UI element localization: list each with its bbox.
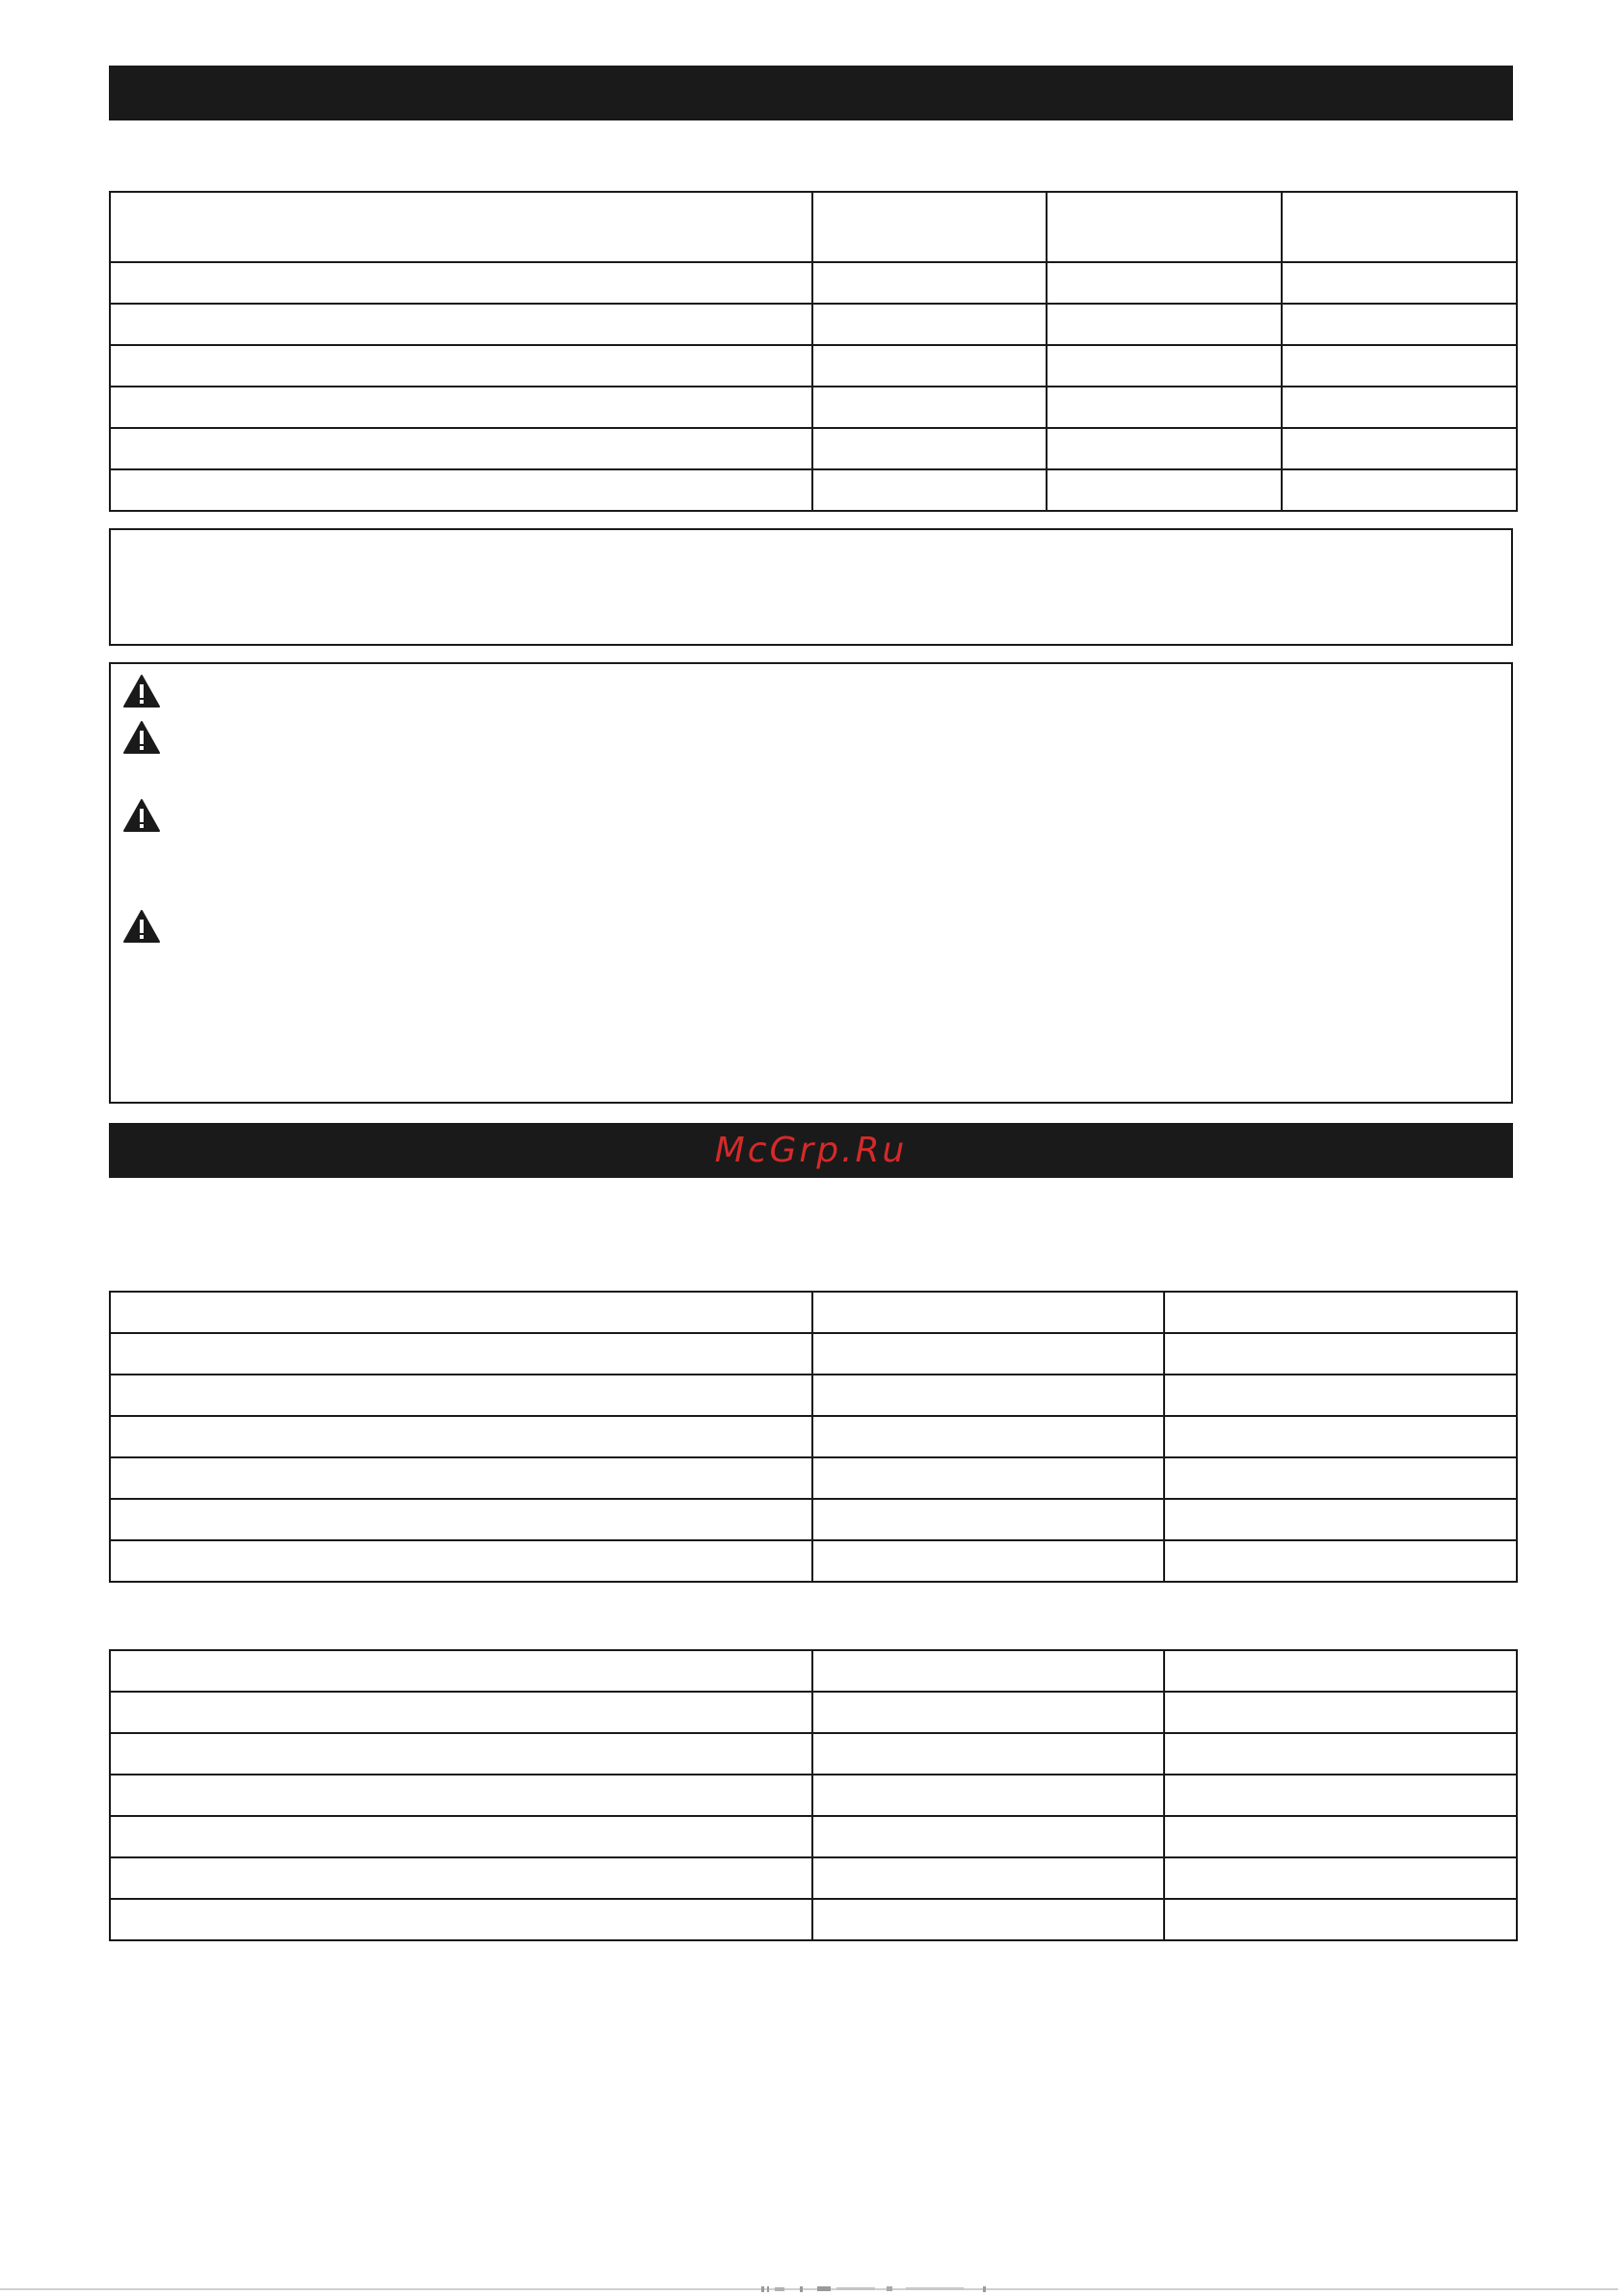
table-row [110, 1899, 1517, 1940]
warning-triangle-icon [122, 798, 161, 833]
table-row [110, 262, 1517, 304]
table-cell [110, 304, 812, 345]
spec-table-2 [109, 1291, 1518, 1583]
table-cell [812, 1733, 1164, 1775]
table-cell [110, 469, 812, 511]
table-row [110, 1333, 1517, 1375]
table-cell [110, 192, 812, 262]
table-cell [110, 1457, 812, 1499]
table-row [110, 1650, 1517, 1692]
warning-triangle-icon [122, 909, 161, 944]
table-cell [812, 1292, 1164, 1333]
table-cell [1164, 1457, 1517, 1499]
table-cell [1164, 1857, 1517, 1899]
table-cell [1282, 304, 1517, 345]
warning-triangle-icon [122, 674, 161, 708]
table-row [110, 1692, 1517, 1733]
table-cell [1164, 1499, 1517, 1540]
table-cell [812, 1457, 1164, 1499]
table-row [110, 1457, 1517, 1499]
table-cell [812, 1899, 1164, 1940]
table-cell [1164, 1292, 1517, 1333]
warning-box [109, 662, 1513, 1104]
watermark-bar [109, 1123, 1513, 1178]
table-cell [110, 428, 812, 469]
table-cell [812, 1540, 1164, 1582]
table-cell [812, 304, 1047, 345]
table-cell [1164, 1650, 1517, 1692]
warning-triangle-icon [122, 720, 161, 755]
spec-table-3 [109, 1649, 1518, 1941]
table-cell [1282, 192, 1517, 262]
table-cell [110, 1733, 812, 1775]
table-row [110, 387, 1517, 428]
table-row [110, 428, 1517, 469]
table-cell [1164, 1416, 1517, 1457]
table-cell [110, 1899, 812, 1940]
table-cell [1047, 469, 1282, 511]
table-cell [1047, 192, 1282, 262]
table-cell [110, 262, 812, 304]
table-row [110, 1733, 1517, 1775]
table-cell [812, 1375, 1164, 1416]
table-cell [110, 1692, 812, 1733]
table-cell [1164, 1899, 1517, 1940]
table-cell [110, 1499, 812, 1540]
table-cell [110, 1292, 812, 1333]
table-cell [110, 1775, 812, 1816]
table-cell [1282, 428, 1517, 469]
table-cell [1164, 1692, 1517, 1733]
table-row [110, 1816, 1517, 1857]
table-cell [812, 262, 1047, 304]
table-cell [1047, 262, 1282, 304]
table-cell [110, 1816, 812, 1857]
table-row [110, 1499, 1517, 1540]
table-cell [812, 1857, 1164, 1899]
table-cell [1282, 262, 1517, 304]
table-cell [812, 192, 1047, 262]
table-row [110, 1416, 1517, 1457]
table-cell [1047, 387, 1282, 428]
watermark-text: McGrp.Ru [714, 1131, 908, 1170]
table-cell [110, 1416, 812, 1457]
table-cell [812, 1650, 1164, 1692]
table-cell [1164, 1775, 1517, 1816]
table-cell [110, 1857, 812, 1899]
section-header-bar [109, 66, 1513, 120]
table-cell [1164, 1375, 1517, 1416]
table-cell [1164, 1540, 1517, 1582]
table-cell [110, 1540, 812, 1582]
table-cell [1282, 345, 1517, 387]
table-row [110, 1857, 1517, 1899]
footer-marks [761, 2285, 1031, 2293]
note-box [109, 528, 1513, 646]
table-cell [1164, 1816, 1517, 1857]
table-cell [110, 1375, 812, 1416]
table-cell [110, 1650, 812, 1692]
table-cell [110, 387, 812, 428]
table-cell [812, 1816, 1164, 1857]
table-row [110, 1292, 1517, 1333]
table-cell [1047, 345, 1282, 387]
table-cell [1164, 1733, 1517, 1775]
table-row [110, 1375, 1517, 1416]
table-header-row [110, 192, 1517, 262]
spec-table-1 [109, 191, 1518, 512]
table-cell [110, 1333, 812, 1375]
table-cell [812, 387, 1047, 428]
table-row [110, 1540, 1517, 1582]
table-cell [1282, 469, 1517, 511]
table-cell [1282, 387, 1517, 428]
table-cell [812, 1416, 1164, 1457]
table-row [110, 345, 1517, 387]
table-cell [812, 1333, 1164, 1375]
table-cell [812, 1499, 1164, 1540]
table-cell [110, 345, 812, 387]
table-cell [1047, 304, 1282, 345]
table-row [110, 304, 1517, 345]
table-cell [812, 469, 1047, 511]
table-cell [1164, 1333, 1517, 1375]
table-cell [812, 428, 1047, 469]
table-row [110, 469, 1517, 511]
table-cell [812, 345, 1047, 387]
table-cell [812, 1692, 1164, 1733]
table-cell [812, 1775, 1164, 1816]
table-cell [1047, 428, 1282, 469]
table-row [110, 1775, 1517, 1816]
